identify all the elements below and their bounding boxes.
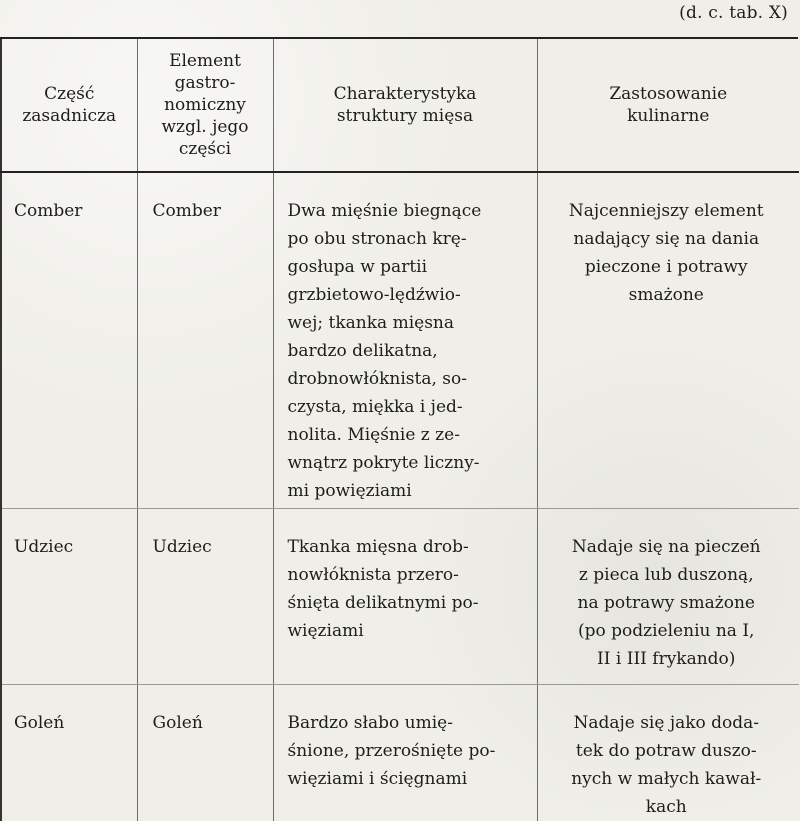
cell-usage-text: Nadaje się jako doda- tek do potraw duszo- nych w małych kawał- kach — [571, 712, 762, 817]
cell-part — [1, 684, 137, 821]
cell-element — [137, 172, 273, 508]
cell-usage — [537, 508, 799, 684]
header-row — [1, 39, 799, 172]
header-structure — [273, 39, 537, 172]
header-element — [137, 39, 273, 172]
table-row — [1, 684, 799, 821]
table-header — [1, 39, 799, 172]
meat-table — [0, 39, 799, 821]
cell-usage-text: Najcenniejszy element nadający się na dania pieczone i potrawy smażone — [568, 201, 764, 305]
cell-usage — [537, 172, 799, 508]
cell-usage-text: Nadaje się na pieczeń z pieca lub duszoną, na potrawy smażone (po podzieleniu na I, II i III frykando) — [571, 536, 761, 669]
cell-element-text: Udziec — [152, 536, 212, 557]
cell-structure-text: Dwa mięśnie biegnące po obu stronach krę- gosłupa w partii grzbietowo-lędźwio- wej; tkanka mięsna bardzo delikatna, drobnowłóknista, so- czysta, miękka i jed- nolita. Mięśnie z ze- wnątrz pokryte liczny- mi powięziami — [287, 201, 482, 501]
cell-part — [1, 172, 137, 508]
table-reference: (d. c. tab. X) — [679, 3, 788, 23]
header-element-text: Element gastro- nomiczny wzgl. jego części — [161, 51, 249, 159]
cell-usage — [537, 684, 799, 821]
table-body — [1, 172, 799, 821]
header-usage-text: Zastosowanie kulinarne — [609, 84, 728, 126]
cell-element-text: Comber — [152, 201, 221, 221]
cell-element — [137, 684, 273, 821]
cell-part — [1, 508, 137, 684]
cell-part-text: Comber — [14, 201, 83, 221]
cell-structure-text: Tkanka mięsna drob- nowłóknista przero- śnięta delikatnymi po- więziami — [287, 536, 479, 641]
header-structure-text: Charakterystyka struktury mięsa — [333, 84, 477, 126]
cell-part-text: Udziec — [14, 536, 74, 557]
cell-structure — [273, 172, 537, 508]
cell-structure — [273, 508, 537, 684]
cell-element — [137, 508, 273, 684]
meat-table-container — [0, 37, 798, 817]
table-row — [1, 172, 799, 508]
cell-structure — [273, 684, 537, 821]
table-row — [1, 508, 799, 684]
cell-element-text: Goleń — [152, 712, 203, 733]
header-part — [1, 39, 137, 172]
cell-part-text: Goleń — [14, 712, 65, 733]
header-usage — [537, 39, 799, 172]
cell-structure-text: Bardzo słabo umię- śnione, przerośnięte po- więziami i ścięgnami — [287, 712, 496, 789]
header-part-text: Część zasadnicza — [22, 84, 117, 126]
